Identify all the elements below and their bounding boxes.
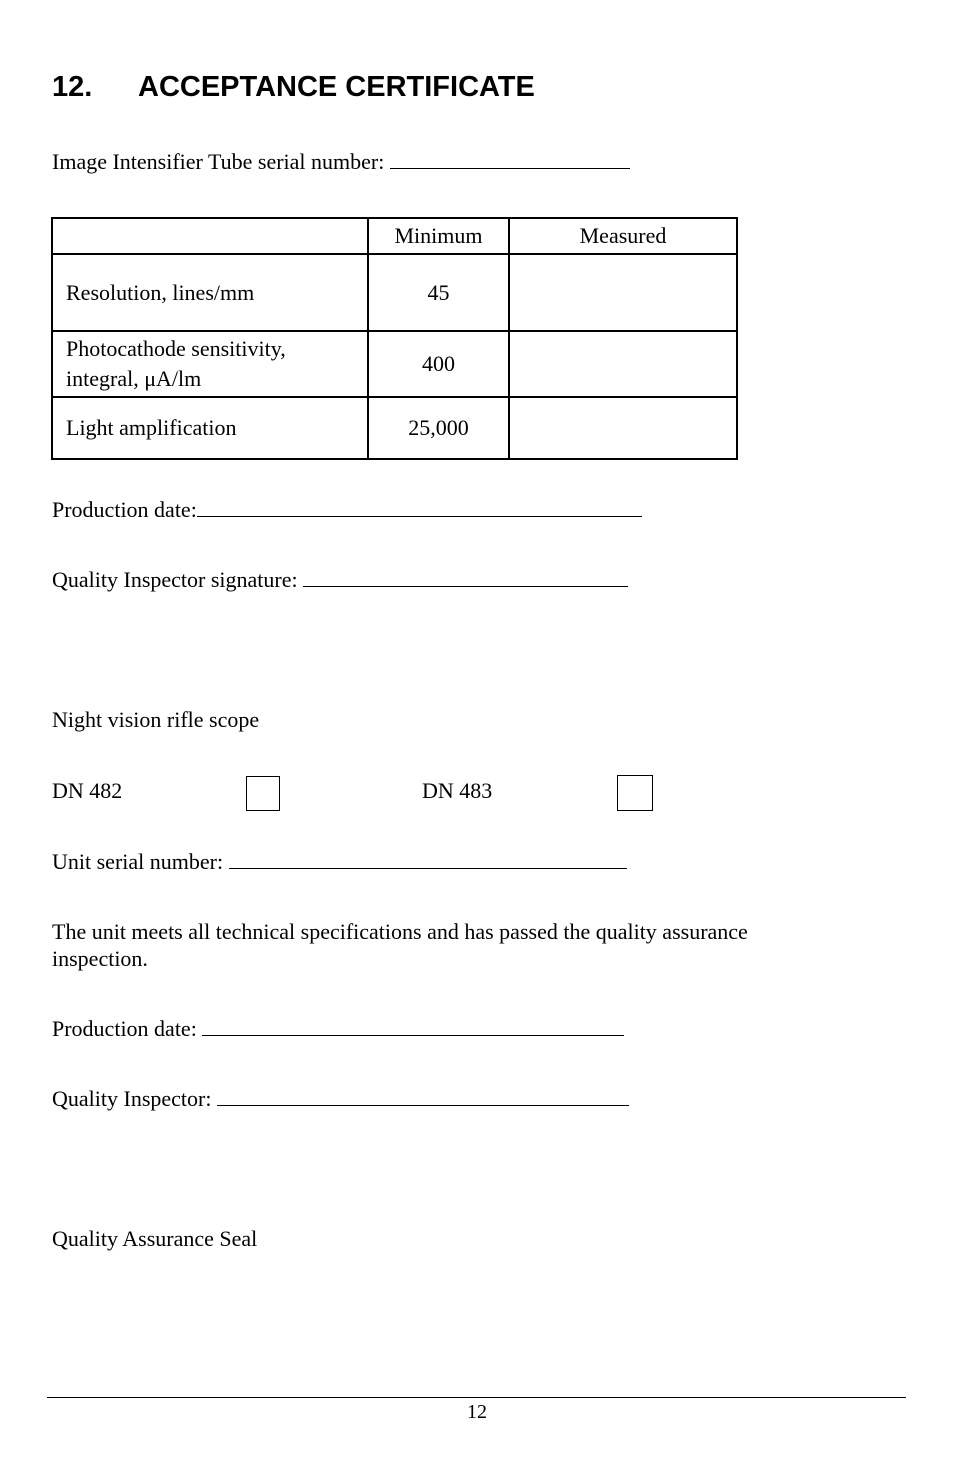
parameter-cell bbox=[52, 331, 368, 397]
unit-inspector-blank[interactable] bbox=[217, 1086, 629, 1106]
minimum-cell: 45 bbox=[368, 254, 509, 331]
footer-divider bbox=[47, 1397, 906, 1398]
tube-production-date-blank[interactable] bbox=[197, 497, 642, 517]
table-header-row bbox=[52, 218, 737, 254]
unit-inspector-field bbox=[52, 1086, 629, 1112]
header-minimum: Minimum bbox=[368, 218, 509, 254]
product-name: Night vision rifle scope bbox=[52, 707, 260, 732]
unit-production-date-label: Production date: bbox=[52, 1016, 203, 1041]
parameter-cell bbox=[52, 397, 368, 459]
table-row bbox=[52, 254, 737, 331]
unit-inspector-label: Quality Inspector: bbox=[52, 1086, 217, 1111]
unit-production-date-blank[interactable] bbox=[202, 1016, 624, 1036]
page-number: 12 bbox=[467, 1401, 487, 1423]
header-measured: Measured bbox=[509, 218, 737, 254]
parameter-label: Light amplification bbox=[66, 415, 237, 440]
tube-inspector-signature-blank[interactable] bbox=[303, 567, 628, 587]
measured-cell[interactable] bbox=[509, 331, 737, 397]
model-label-dn482: DN 482 bbox=[52, 778, 123, 803]
table-row bbox=[52, 397, 737, 459]
parameter-label-line2: integral, μA/lm bbox=[66, 366, 202, 391]
section-number: 12. bbox=[52, 71, 93, 103]
table-row bbox=[52, 331, 737, 397]
unit-serial-blank[interactable] bbox=[229, 849, 627, 869]
measured-cell[interactable] bbox=[509, 397, 737, 459]
spec-table bbox=[51, 217, 738, 460]
compliance-statement bbox=[52, 919, 748, 972]
measured-cell[interactable] bbox=[509, 254, 737, 331]
quality-assurance-seal: Quality Assurance Seal bbox=[52, 1226, 258, 1251]
unit-serial-field bbox=[52, 849, 627, 875]
header-parameter bbox=[52, 218, 368, 254]
tube-serial-label: Image Intensifier Tube serial number: bbox=[52, 149, 390, 174]
parameter-label: Resolution, lines/mm bbox=[66, 279, 255, 305]
tube-production-date-label: Production date: bbox=[52, 497, 197, 522]
unit-production-date-field bbox=[52, 1016, 624, 1042]
tube-serial-blank[interactable] bbox=[390, 149, 630, 169]
model-label-dn483: DN 483 bbox=[422, 778, 493, 803]
minimum-cell: 400 bbox=[368, 331, 509, 397]
tube-serial-field bbox=[52, 149, 630, 175]
statement-line-2: inspection. bbox=[52, 946, 148, 971]
minimum-cell: 25,000 bbox=[368, 397, 509, 459]
tube-inspector-signature-label: Quality Inspector signature: bbox=[52, 567, 304, 592]
parameter-label: Photocathode sensitivity, bbox=[66, 336, 286, 361]
unit-serial-label: Unit serial number: bbox=[52, 849, 229, 874]
checkbox-dn483[interactable] bbox=[617, 775, 653, 811]
tube-production-date-field bbox=[52, 497, 642, 523]
parameter-cell bbox=[52, 254, 368, 331]
statement-line-1: The unit meets all technical specifications and has passed the quality assurance bbox=[52, 919, 748, 944]
page-title: ACCEPTANCE CERTIFICATE bbox=[138, 71, 535, 103]
checkbox-dn482[interactable] bbox=[246, 776, 280, 811]
tube-inspector-signature-field bbox=[52, 567, 628, 593]
